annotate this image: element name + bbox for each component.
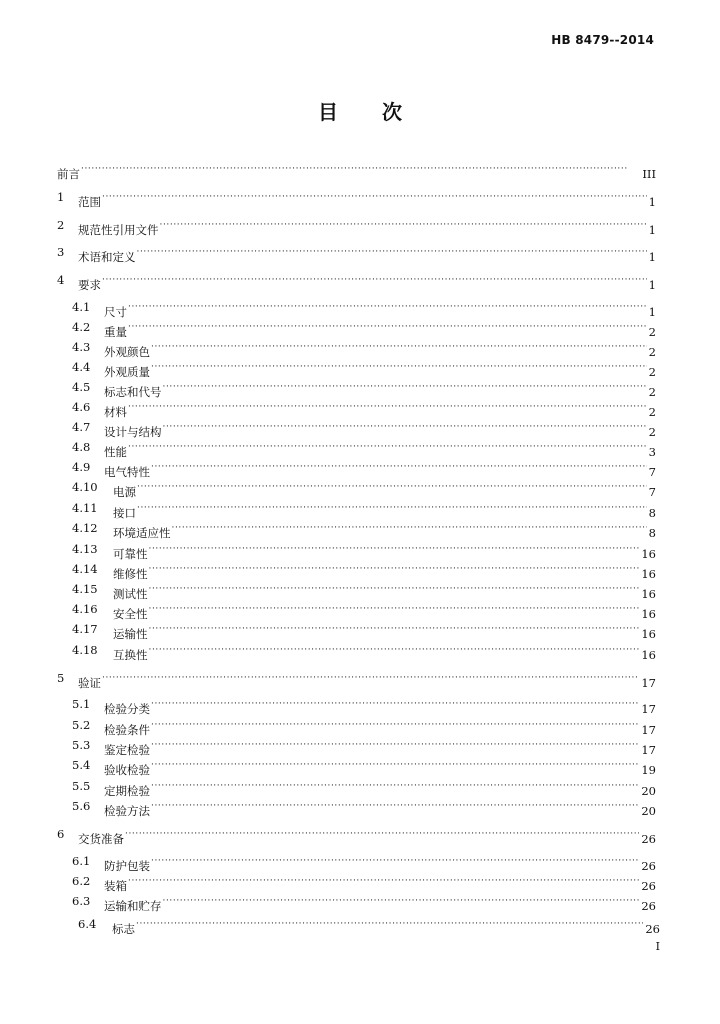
toc-entry-label: 设计与结构 <box>104 425 162 439</box>
toc-entry-label: 电源 <box>113 485 136 499</box>
toc-entry-page: 2 <box>648 365 656 379</box>
toc-entry-label: 互换性 <box>113 648 148 662</box>
toc-entry-number: 4.1 <box>72 300 91 314</box>
toc-entry-page: 16 <box>641 567 656 581</box>
toc-entry-label: 验收检验 <box>104 763 150 777</box>
toc-entry-number: 5.1 <box>72 697 91 711</box>
toc-entry-number: 4.11 <box>72 501 98 515</box>
toc-entry-page: 7 <box>648 485 656 499</box>
toc-entry[interactable] <box>0 620 720 641</box>
toc-entry[interactable] <box>0 298 720 319</box>
toc-entry-number: 4.17 <box>72 622 98 636</box>
toc-entry-label: 运输和贮存 <box>104 899 162 913</box>
toc-leader-dots <box>149 580 640 598</box>
toc-entry[interactable] <box>0 398 720 419</box>
toc-entry-number: 5.2 <box>72 718 91 732</box>
toc-entry[interactable] <box>0 641 720 662</box>
toc-entry[interactable] <box>0 499 720 520</box>
toc-entry[interactable] <box>0 318 720 339</box>
toc-entry[interactable] <box>0 736 720 757</box>
document-code: HB 8479--2014 <box>551 33 654 47</box>
toc-leader-dots <box>128 298 647 316</box>
toc-entry-page: 2 <box>648 325 656 339</box>
toc-entry-page: 17 <box>641 702 656 716</box>
toc-leader-dots <box>102 188 647 206</box>
toc-leader-dots <box>151 695 639 713</box>
toc-entry-label: 标志和代号 <box>104 385 162 399</box>
toc-entry-number: 5.6 <box>72 799 91 813</box>
toc-entry-label: 材料 <box>104 405 127 419</box>
toc-leader-dots <box>128 872 639 890</box>
toc-leader-dots <box>149 560 640 578</box>
toc-entry-page: 26 <box>641 879 656 893</box>
toc-entry-label: 外观颜色 <box>104 345 150 359</box>
toc-entry-number: 5.3 <box>72 738 91 752</box>
toc-leader-dots <box>137 499 647 517</box>
toc-leader-dots <box>151 358 647 376</box>
toc-entry[interactable] <box>0 160 720 181</box>
toc-entry-number: 2 <box>57 218 65 232</box>
toc-entry[interactable] <box>0 458 720 479</box>
toc-entry-number: 5.4 <box>72 758 91 772</box>
toc-entry[interactable] <box>0 852 720 873</box>
toc-entry-number: 4.16 <box>72 602 98 616</box>
toc-entry[interactable] <box>0 669 720 690</box>
toc-entry[interactable] <box>0 243 720 264</box>
toc-entry-number: 6.1 <box>72 854 91 868</box>
toc-entry[interactable] <box>0 915 720 936</box>
toc-entry-page: 2 <box>648 345 656 359</box>
toc-entry[interactable] <box>0 695 720 716</box>
toc-entry[interactable] <box>0 756 720 777</box>
toc-leader-dots <box>128 438 647 456</box>
toc-entry-number: 6.4 <box>78 917 97 931</box>
toc-entry[interactable] <box>0 216 720 237</box>
toc-entry-page: 26 <box>641 832 656 846</box>
toc-entry[interactable] <box>0 560 720 581</box>
toc-entry-page: 2 <box>648 385 656 399</box>
toc-entry-label: 环境适应性 <box>113 526 171 540</box>
toc-entry-label: 检验方法 <box>104 804 150 818</box>
toc-entry-number: 3 <box>57 245 65 259</box>
toc-entry-label: 防护包装 <box>104 859 150 873</box>
toc-entry-number: 4.4 <box>72 360 91 374</box>
toc-entry-page: 16 <box>641 607 656 621</box>
toc-entry[interactable] <box>0 777 720 798</box>
toc-entry-label: 运输性 <box>113 627 148 641</box>
toc-entry-page: 26 <box>641 859 656 873</box>
toc-leader-dots <box>151 736 639 754</box>
toc-entry-label: 测试性 <box>113 587 148 601</box>
toc-entry-label: 交货准备 <box>78 832 124 846</box>
toc-entry-page: 1 <box>648 305 656 319</box>
toc-entry-number: 4 <box>57 273 65 287</box>
toc-entry-page: 1 <box>648 250 656 264</box>
toc-entry-label: 尺寸 <box>104 305 127 319</box>
toc-entry-label: 电气特性 <box>104 465 150 479</box>
toc-entry[interactable] <box>0 519 720 540</box>
page-title <box>0 96 720 125</box>
toc-entry-page: 1 <box>648 278 656 292</box>
toc-entry-page: III <box>642 167 656 181</box>
toc-entry-label: 要求 <box>78 278 101 292</box>
toc-entry[interactable] <box>0 892 720 913</box>
footer-page-number: I <box>655 940 660 953</box>
toc-leader-dots <box>160 216 647 234</box>
toc-entry-number: 4.15 <box>72 582 98 596</box>
toc-entry-page: 19 <box>641 763 656 777</box>
toc-entry-page: 26 <box>641 899 656 913</box>
toc-entry-page: 16 <box>641 627 656 641</box>
toc-entry-number: 4.13 <box>72 542 98 556</box>
toc-leader-dots <box>128 398 647 416</box>
toc-entry-label: 验证 <box>78 676 101 690</box>
toc-entry-page: 17 <box>641 676 656 690</box>
toc-entry-page: 8 <box>648 526 656 540</box>
toc-entry-label: 外观质量 <box>104 365 150 379</box>
toc-entry-label: 标志 <box>112 922 135 936</box>
toc-entry-number: 6.2 <box>72 874 91 888</box>
toc-entry[interactable] <box>0 358 720 379</box>
toc-leader-dots <box>149 641 640 659</box>
toc-entry[interactable] <box>0 418 720 439</box>
toc-entry-number: 4.14 <box>72 562 98 576</box>
toc-entry[interactable] <box>0 797 720 818</box>
toc-entry[interactable] <box>0 580 720 601</box>
toc-entry-number: 4.10 <box>72 480 98 494</box>
toc-entry-label: 范围 <box>78 195 101 209</box>
toc-entry-label: 维修性 <box>113 567 148 581</box>
toc-entry[interactable] <box>0 716 720 737</box>
toc-entry-label: 定期检验 <box>104 784 150 798</box>
toc-leader-dots <box>102 271 647 289</box>
toc-leader-dots <box>149 620 640 638</box>
toc-entry[interactable] <box>0 600 720 621</box>
toc-entry[interactable] <box>0 338 720 359</box>
toc-entry-page: 26 <box>645 922 660 936</box>
toc-leader-dots <box>102 669 639 687</box>
toc-entry-label: 检验条件 <box>104 723 150 737</box>
toc-entry-number: 4.9 <box>72 460 91 474</box>
toc-entry-number: 4.18 <box>72 643 98 657</box>
toc-entry[interactable] <box>0 540 720 561</box>
toc-entry-label: 重量 <box>104 325 127 339</box>
toc-leader-dots <box>172 519 647 537</box>
toc-entry-page: 20 <box>641 784 656 798</box>
toc-entry-page: 16 <box>641 648 656 662</box>
toc-entry-label: 规范性引用文件 <box>78 223 159 237</box>
toc-entry-number: 4.12 <box>72 521 98 535</box>
toc-entry-page: 3 <box>648 445 656 459</box>
toc-entry[interactable] <box>0 188 720 209</box>
toc-leader-dots <box>163 418 647 436</box>
toc-entry-page: 16 <box>641 547 656 561</box>
toc-entry[interactable] <box>0 872 720 893</box>
toc-entry-number: 1 <box>57 190 65 204</box>
toc-entry-page: 16 <box>641 587 656 601</box>
toc-entry-page: 20 <box>641 804 656 818</box>
toc-entry-number: 5.5 <box>72 779 91 793</box>
toc-entry-number: 4.2 <box>72 320 91 334</box>
toc-entry-label: 性能 <box>104 445 127 459</box>
toc-leader-dots <box>151 852 639 870</box>
toc-entry-page: 17 <box>641 723 656 737</box>
toc-entry-page: 17 <box>641 743 656 757</box>
toc-entry-label: 术语和定义 <box>78 250 136 264</box>
toc-entry-number: 4.6 <box>72 400 91 414</box>
toc-entry[interactable] <box>0 438 720 459</box>
title-char-2: 次 <box>382 100 402 124</box>
toc-entry-label: 检验分类 <box>104 702 150 716</box>
toc-entry-page: 2 <box>648 425 656 439</box>
toc-entry-number: 4.7 <box>72 420 91 434</box>
toc-leader-dots <box>125 825 639 843</box>
toc-entry-number: 4.8 <box>72 440 91 454</box>
toc-entry-label: 可靠性 <box>113 547 148 561</box>
toc-leader-dots <box>151 338 647 356</box>
toc-entry[interactable] <box>0 478 720 499</box>
toc-entry-number: 5 <box>57 671 65 685</box>
toc-leader-dots <box>151 756 639 774</box>
toc-entry-page: 2 <box>648 405 656 419</box>
toc-leader-dots <box>149 540 640 558</box>
toc-entry-label: 接口 <box>113 506 136 520</box>
toc-entry[interactable] <box>0 378 720 399</box>
toc-leader-dots <box>137 478 647 496</box>
toc-entry-page: 1 <box>648 195 656 209</box>
toc-leader-dots <box>151 458 647 476</box>
toc-leader-dots <box>163 892 640 910</box>
toc-entry-label: 鉴定检验 <box>104 743 150 757</box>
toc-leader-dots <box>163 378 647 396</box>
toc-leader-dots <box>137 243 647 261</box>
toc-entry[interactable] <box>0 825 720 846</box>
toc-leader-dots <box>128 318 647 336</box>
toc-entry-number: 6.3 <box>72 894 91 908</box>
toc-entry-label: 装箱 <box>104 879 127 893</box>
toc-leader-dots <box>81 160 640 178</box>
toc-entry-number: 6 <box>57 827 65 841</box>
toc-leader-dots <box>151 716 639 734</box>
toc-entry-page: 1 <box>648 223 656 237</box>
toc-entry-label: 前言 <box>57 167 80 181</box>
toc-entry[interactable] <box>0 271 720 292</box>
title-char-1: 目 <box>318 100 338 124</box>
toc-entry-label: 安全性 <box>113 607 148 621</box>
toc-entry-page: 7 <box>648 465 656 479</box>
toc-entry-number: 4.5 <box>72 380 91 394</box>
toc-leader-dots <box>151 797 639 815</box>
toc-entry-page: 8 <box>648 506 656 520</box>
toc-leader-dots <box>136 915 643 933</box>
toc-leader-dots <box>149 600 640 618</box>
toc-leader-dots <box>151 777 639 795</box>
toc-entry-number: 4.3 <box>72 340 91 354</box>
